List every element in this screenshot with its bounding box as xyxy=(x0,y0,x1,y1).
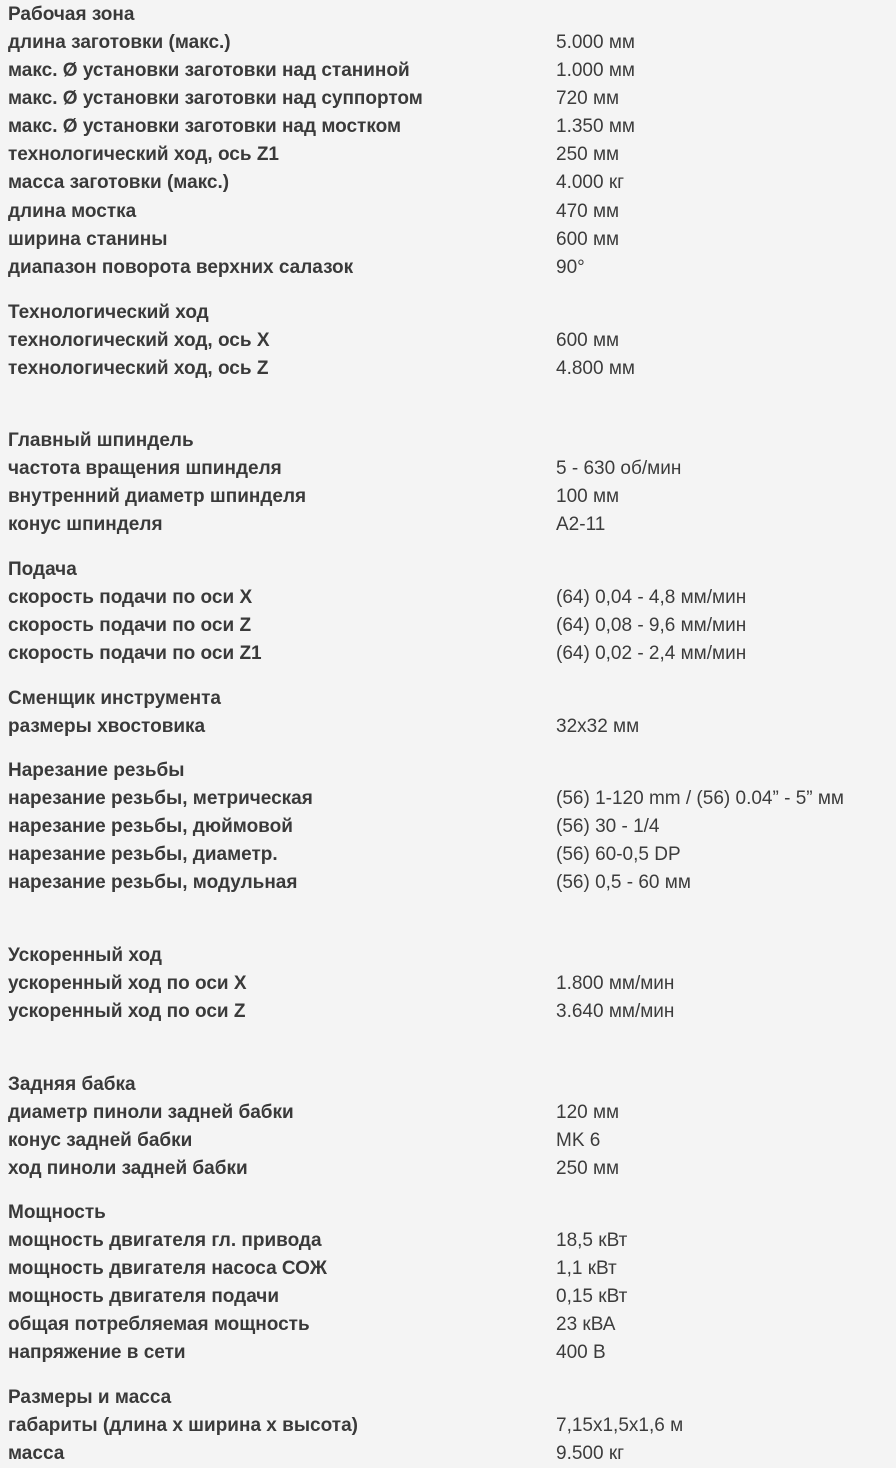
spec-value: 3.640 мм/мин xyxy=(556,1001,675,1022)
spec-value: 1.800 мм/мин xyxy=(556,973,675,994)
spec-label: конус шпинделя xyxy=(8,514,163,535)
spec-row xyxy=(0,785,896,813)
spec-row xyxy=(0,1127,896,1155)
spec-value: 5.000 мм xyxy=(556,32,635,53)
spec-value: 23 кВА xyxy=(556,1314,616,1335)
section-title: Нарезание резьбы xyxy=(8,760,185,781)
spec-label: ширина станины xyxy=(8,229,168,250)
spec-label: напряжение в сети xyxy=(8,1342,186,1363)
spec-value: (56) 0,5 - 60 мм xyxy=(556,872,691,893)
section-title: Технологический ход xyxy=(8,302,209,323)
spec-value: 7,15x1,5x1,6 м xyxy=(556,1415,684,1436)
spec-value: 9.500 кг xyxy=(556,1443,625,1464)
spec-row xyxy=(0,813,896,841)
spec-label: нарезание резьбы, диаметр. xyxy=(8,844,278,865)
spec-label: макс. Ø установки заготовки над мостком xyxy=(8,116,402,137)
spec-value: A2-11 xyxy=(556,514,606,535)
spec-label: длина заготовки (макс.) xyxy=(8,32,231,53)
spec-row xyxy=(0,998,896,1026)
spec-row xyxy=(0,254,896,282)
spec-row xyxy=(0,1311,896,1339)
spec-row xyxy=(0,226,896,254)
spec-row xyxy=(0,327,896,355)
spec-label: технологический ход, ось Z1 xyxy=(8,144,280,165)
spec-value: 4.800 мм xyxy=(556,358,635,379)
spec-label: технологический ход, ось X xyxy=(8,330,270,351)
section-title: Подача xyxy=(8,559,77,580)
spec-row xyxy=(0,169,896,197)
spec-value: 100 мм xyxy=(556,486,620,507)
spec-row xyxy=(0,1255,896,1283)
spec-label: мощность двигателя гл. привода xyxy=(8,1230,322,1251)
section-title: Сменщик инструмента xyxy=(8,688,221,709)
spec-value: 1.000 мм xyxy=(556,60,635,81)
spec-row xyxy=(0,1283,896,1311)
spec-value: 18,5 кВт xyxy=(556,1230,628,1251)
section-title: Мощность xyxy=(8,1202,106,1223)
spec-label: технологический ход, ось Z xyxy=(8,358,269,379)
spec-label: общая потребляемая мощность xyxy=(8,1314,310,1335)
spec-value: 250 мм xyxy=(556,144,620,165)
spec-value: 5 - 630 об/мин xyxy=(556,458,682,479)
spec-value: 120 мм xyxy=(556,1102,620,1123)
spec-value: 0,15 кВт xyxy=(556,1286,628,1307)
spec-label: ускоренный ход по оси Z xyxy=(8,1001,246,1022)
spec-row xyxy=(0,640,896,668)
spec-label: скорость подачи по оси Z1 xyxy=(8,643,262,664)
spec-value: 470 мм xyxy=(556,201,620,222)
section-title: Задняя бабка xyxy=(8,1074,136,1095)
spec-row xyxy=(0,713,896,741)
spec-row xyxy=(0,1440,896,1468)
spec-value: 4.000 кг xyxy=(556,172,625,193)
spec-row xyxy=(0,841,896,869)
spec-label: частота вращения шпинделя xyxy=(8,458,282,479)
spec-value: 720 мм xyxy=(556,88,620,109)
section-title: Главный шпиндель xyxy=(8,430,194,451)
spec-label: ускоренный ход по оси X xyxy=(8,973,247,994)
spec-label: скорость подачи по оси Z xyxy=(8,615,252,636)
spec-label: внутренний диаметр шпинделя xyxy=(8,486,307,507)
spec-value: 600 мм xyxy=(556,229,620,250)
spec-value: 400 В xyxy=(556,1342,606,1363)
spec-value: 1,1 кВт xyxy=(556,1258,617,1279)
spec-row xyxy=(0,57,896,85)
spec-row xyxy=(0,869,896,897)
spec-row xyxy=(0,85,896,113)
spec-label: нарезание резьбы, дюймовой xyxy=(8,816,293,837)
spec-value: 1.350 мм xyxy=(556,116,635,137)
spec-label: масса заготовки (макс.) xyxy=(8,172,230,193)
spec-label: длина мостка xyxy=(8,201,137,222)
spec-label: масса xyxy=(8,1443,65,1464)
spec-row xyxy=(0,455,896,483)
spec-row xyxy=(0,612,896,640)
spec-row xyxy=(0,113,896,141)
spec-row xyxy=(0,1412,896,1440)
spec-label: размеры хвостовика xyxy=(8,716,206,737)
spec-value: (56) 60-0,5 DP xyxy=(556,844,681,865)
spec-row xyxy=(0,141,896,169)
spec-label: габариты (длина x ширина x высота) xyxy=(8,1415,358,1436)
spec-row xyxy=(0,1099,896,1127)
spec-label: диаметр пиноли задней бабки xyxy=(8,1102,294,1123)
spec-label: нарезание резьбы, метрическая xyxy=(8,788,313,809)
spec-value: 90° xyxy=(556,257,585,278)
spec-row xyxy=(0,1339,896,1367)
spec-label: ход пиноли задней бабки xyxy=(8,1158,248,1179)
section-title: Рабочая зона xyxy=(8,4,135,25)
spec-label: мощность двигателя подачи xyxy=(8,1286,280,1307)
spec-label: мощность двигателя насоса СОЖ xyxy=(8,1258,327,1279)
spec-label: скорость подачи по оси X xyxy=(8,587,253,608)
spec-label: нарезание резьбы, модульная xyxy=(8,872,298,893)
spec-row xyxy=(0,355,896,383)
spec-row xyxy=(0,970,896,998)
spec-value: MK 6 xyxy=(556,1130,601,1151)
spec-row xyxy=(0,511,896,539)
spec-value: 600 мм xyxy=(556,330,620,351)
spec-label: диапазон поворота верхних салазок xyxy=(8,257,354,278)
spec-row xyxy=(0,1227,896,1255)
spec-value: (64) 0,08 - 9,6 мм/мин xyxy=(556,615,747,636)
section-title: Ускоренный ход xyxy=(8,945,162,966)
spec-row xyxy=(0,198,896,226)
spec-value: (56) 30 - 1/4 xyxy=(556,816,660,837)
spec-value: (64) 0,04 - 4,8 мм/мин xyxy=(556,587,747,608)
spec-value: (56) 1-120 mm / (56) 0.04” - 5” мм xyxy=(556,788,844,809)
spec-row xyxy=(0,584,896,612)
spec-value: 250 мм xyxy=(556,1158,620,1179)
spec-label: макс. Ø установки заготовки над станиной xyxy=(8,60,410,81)
section-title: Размеры и масса xyxy=(8,1387,172,1408)
spec-row xyxy=(0,1155,896,1183)
spec-row xyxy=(0,29,896,57)
spec-label: макс. Ø установки заготовки над суппортом xyxy=(8,88,423,109)
spec-value: 32x32 мм xyxy=(556,716,640,737)
spec-label: конус задней бабки xyxy=(8,1130,193,1151)
spec-value: (64) 0,02 - 2,4 мм/мин xyxy=(556,643,747,664)
spec-row xyxy=(0,483,896,511)
